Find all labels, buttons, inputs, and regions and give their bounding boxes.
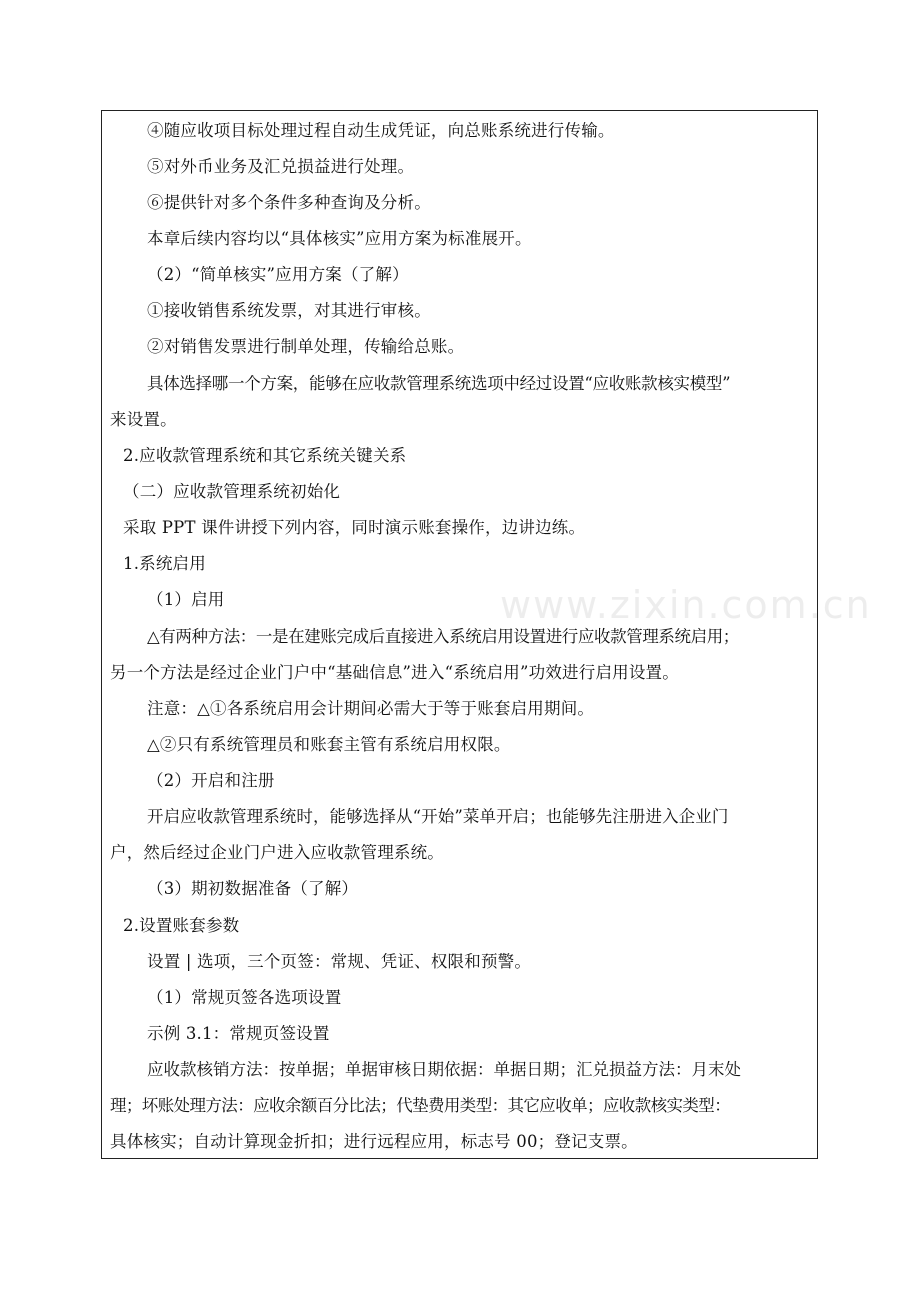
text-line: 注意：△①各系统启用会计期间必需大于等于账套启用期间。 [147,699,595,718]
text-line: 来设置。 [110,410,177,429]
text-line: 本章后续内容均以“具体核实”应用方案为标准展开。 [147,229,532,248]
text-line: 具体核实；自动计算现金折扣；进行远程应用，标志号 00；登记支票。 [110,1132,638,1151]
text-line: 设置 | 选项，三个页签：常规、凭证、权限和预警。 [147,952,532,971]
text-line: 应收款核销方法：按单据；单据审核日期依据：单据日期；汇兑损益方法：月末处 [147,1060,741,1079]
section-heading: 1.系统启用 [123,554,206,573]
text-line: ②对销售发票进行制单处理，传输给总账。 [147,337,465,356]
text-line: ⑤对外币业务及汇兑损益进行处理。 [147,157,415,176]
text-line: 具体选择哪一个方案，能够在应收款管理系统选项中经过设置“应收账款核实模型” [147,374,731,393]
text-line: 理；坏账处理方法：应收余额百分比法；代垫费用类型：其它应收单；应收款核实类型： [110,1096,731,1115]
text-line: 另一个方法是经过企业门户中“基础信息”进入“系统启用”功效进行启用设置。 [110,663,679,682]
text-line: ⑥提供针对多个条件多种查询及分析。 [147,193,431,212]
section-heading: 2.设置账套参数 [123,916,240,935]
text-line: △有两种方法：一是在建账完成后直接进入系统启用设置进行应收款管理系统启用； [147,627,739,646]
text-line: △②只有系统管理员和账套主管有系统启用权限。 [147,735,511,754]
section-heading: （二）应收款管理系统初始化 [123,482,341,501]
text-line: （2）“简单核实”应用方案（了解） [147,265,409,284]
section-heading: 2.应收款管理系统和其它系统关键关系 [123,446,407,465]
text-line: 开启应收款管理系统时，能够选择从“开始”菜单开启；也能够先注册进入企业门 [147,807,729,826]
text-line: 示例 3.1：常规页签设置 [147,1024,330,1043]
text-line: （1）常规页签各选项设置 [147,988,342,1007]
text-line: （3）期初数据准备（了解） [147,879,359,898]
text-line: ①接收销售系统发票，对其进行审核。 [147,301,431,320]
text-line: （2）开启和注册 [147,771,275,790]
watermark: www.zixin.com.cn [500,583,872,627]
text-line: 户，然后经过企业门户进入应收款管理系统。 [110,843,444,862]
text-line: ④随应收项目标处理过程自动生成凭证，向总账系统进行传输。 [147,121,615,140]
text-line: （1）启用 [147,590,225,609]
text-line: 采取 PPT 课件讲授下列内容，同时演示账套操作，边讲边练。 [123,518,586,537]
